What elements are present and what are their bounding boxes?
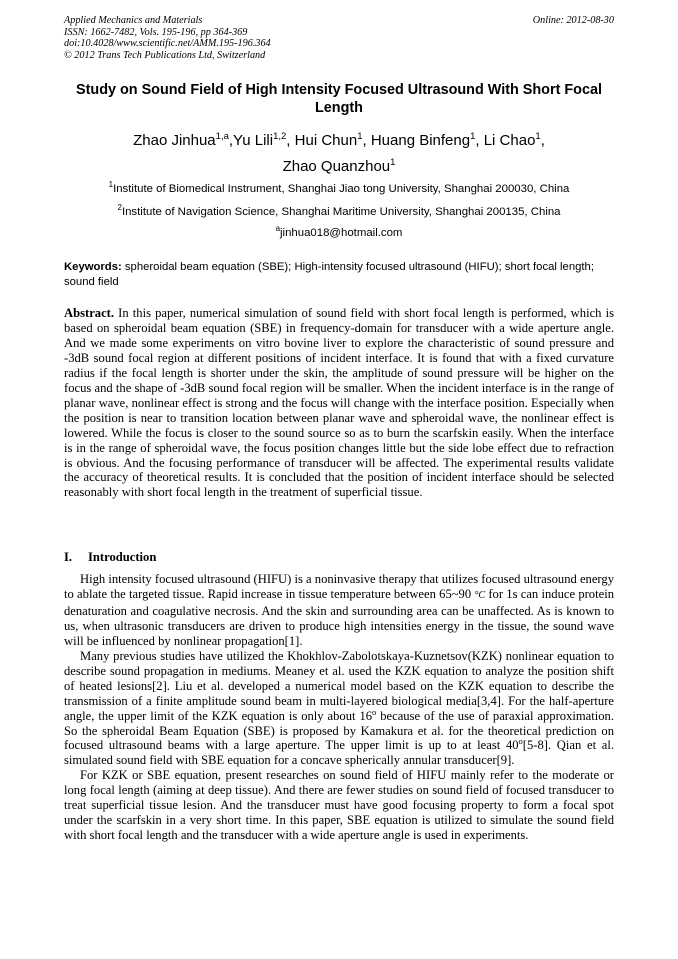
- section-heading: [64, 550, 156, 565]
- keywords-label: Keywords:: [64, 261, 122, 273]
- author-affiliation-mark: 1: [390, 157, 396, 168]
- affiliation-mark: 2: [117, 203, 122, 212]
- abstract-block: [64, 306, 614, 500]
- keywords-text: spheroidal beam equation (SBE); High-intensity focused ultrasound (HIFU); short focal length; sound field: [64, 261, 594, 288]
- author-name: Hui Chun: [294, 132, 358, 149]
- text-run: because of the use of paraxial approximation. So the spheroidal Beam Equation (SBE) is proposed by Kamakura et al. for the theoretical prediction on focused ultrasound beams with a large aperture. The upper limit is up to at least 40: [64, 708, 614, 753]
- author-name: Yu Lili: [233, 132, 274, 149]
- copyright-line: © 2012 Trans Tech Publications Ltd, Switzerland: [64, 49, 266, 61]
- author-name: Zhao Quanzhou: [282, 158, 391, 175]
- author-affiliation-mark: 1,a: [215, 131, 229, 142]
- affiliation-1: [64, 182, 614, 196]
- author-name: Zhao Jinhua: [133, 132, 216, 149]
- author-affiliation-mark: 1,2: [273, 131, 287, 142]
- intro-paragraph-2: [64, 649, 614, 769]
- intro-paragraph-3: For KZK or SBE equation, present researches on sound field of HIFU mainly refer to the moderate or long focal length (aiming at deep tissue). And there are fewer studies on sound field of focused transducer to treat superficial tissue lesion. And the transducer must have good focusing property to form a focal spot under the scarfskin in a very short time. In this paper, SBE equation is utilized to simulate the sound field with short focal length and the transducer with a wide aperture angle is used in experiments.: [64, 768, 614, 843]
- intro-paragraph-1: [64, 572, 614, 649]
- degree-mark: o: [372, 706, 377, 717]
- section-number: I.: [64, 550, 73, 564]
- abstract-text: In this paper, numerical simulation of sound field with short focal length is performed, which is based on spheroidal beam equation (SBE) in frequency-domain for transducer with a wide aperture angle. And we made some experiments on vitro bovine liver to explore the characteristic of sound pressure and -3dB sound focal region at different positions of incident interface. It is found that with a fixed curvature radius if the focal length is shorter under the skin, the amplitude of sound pressure will be higher on the focus and the shape of -3dB sound focal region will be smaller. When the incident interface is in the range of planar wave, nonlinear effect is strong and the focus will change with the interface position. Especially when the position is near to transition location between planar wave and spheroidal wave, the nonlinear effect is lowered. While the focus is closer to the sound source so as to burn the scarfskin easily. When the interface is in the range of spheroidal wave, the focus position changes little but the side lobe effect due to refraction is obvious. And the focusing performance of transducer will be affected. The experimental results validate the accuracy of theoretical results. It is concluded that the position of incident interface should be selected reasonably with short focal length in the treatment of superficial tissue.: [64, 306, 614, 500]
- issn-line: ISSN: 1662-7482, Vols. 195-196, pp 364-369: [64, 26, 248, 38]
- author-email: [64, 226, 614, 240]
- author-name: Li Chao: [483, 132, 536, 149]
- doi-line: doi:10.4028/www.scientific.net/AMM.195-196.364: [64, 38, 271, 49]
- celsius-unit: °C: [474, 589, 486, 601]
- author-affiliation-mark: 1: [470, 131, 476, 142]
- journal-header: [64, 15, 614, 61]
- author-affiliation-mark: 1: [535, 131, 541, 142]
- text-run: [5-8]. Qian et al. simulated sound field with SBE equation for a concave spherically annular transducer[9].: [64, 738, 614, 768]
- email-text: jinhua018@hotmail.com: [280, 227, 403, 239]
- degree-mark: o: [518, 736, 523, 747]
- journal-name: Applied Mechanics and Materials: [64, 15, 203, 26]
- author-name: Huang Binfeng: [370, 132, 471, 149]
- affiliation-text: Institute of Biomedical Instrument, Shanghai Jiao tong University, Shanghai 200030, China: [113, 183, 570, 195]
- abstract-label: Abstract.: [64, 306, 115, 320]
- text-run: High intensity focused ultrasound (HIFU) is a noninvasive therapy that utilizes focused ultrasound energy to ablate the targeted tissue. Rapid increase in tissue temperature between 65~90: [64, 572, 614, 601]
- author-list: Zhao Jinhua$^{1,a}$,Yu Lili$^{1,2}$, Hui Chun$^1$, Huang Binfeng$^1$, Li Chao$^1$, Zhao Quanzhou$^1$: [133, 131, 545, 175]
- introduction-body: [64, 572, 614, 843]
- paper-title: Study on Sound Field of High Intensity Focused Ultrasound With Short Focal Length: [76, 82, 602, 116]
- online-date: Online: 2012-08-30: [532, 15, 614, 26]
- keywords-block: [64, 260, 614, 289]
- affiliation-text: Institute of Navigation Science, Shanghai Maritime University, Shanghai 200135, China: [121, 206, 561, 218]
- affiliation-mark: 1: [108, 180, 114, 189]
- email-mark: a: [275, 224, 281, 233]
- affiliation-2: [64, 205, 614, 219]
- section-title: Introduction: [88, 550, 157, 564]
- author-affiliation-mark: 1: [357, 131, 363, 142]
- text-run: for 1s can induce protein denaturation and coagulative necrosis. And the skin and surrounding area can be unaffected. As is known to us, when ultrasonic transducers are driven to produce high intensities energy in the tissue, the sound wave will be influenced by nonlinear propagation[1].: [64, 586, 614, 648]
- text-run: Many previous studies have utilized the Khokhlov-Zabolotskaya-Kuznetsov(KZK) nonlinear equation to describe sound propagation in mediums. Meaney et al. used the KZK equation to analyze the position shift of heated lesions[2]. Liu et al. developed a numerical model based on the KZK equation to describe the transmission of a finite amplitude sound beam in multi-layered biological media[3,4]. For the half-aperture angle, the upper limit of the KZK equation is only about 16: [64, 648, 614, 723]
